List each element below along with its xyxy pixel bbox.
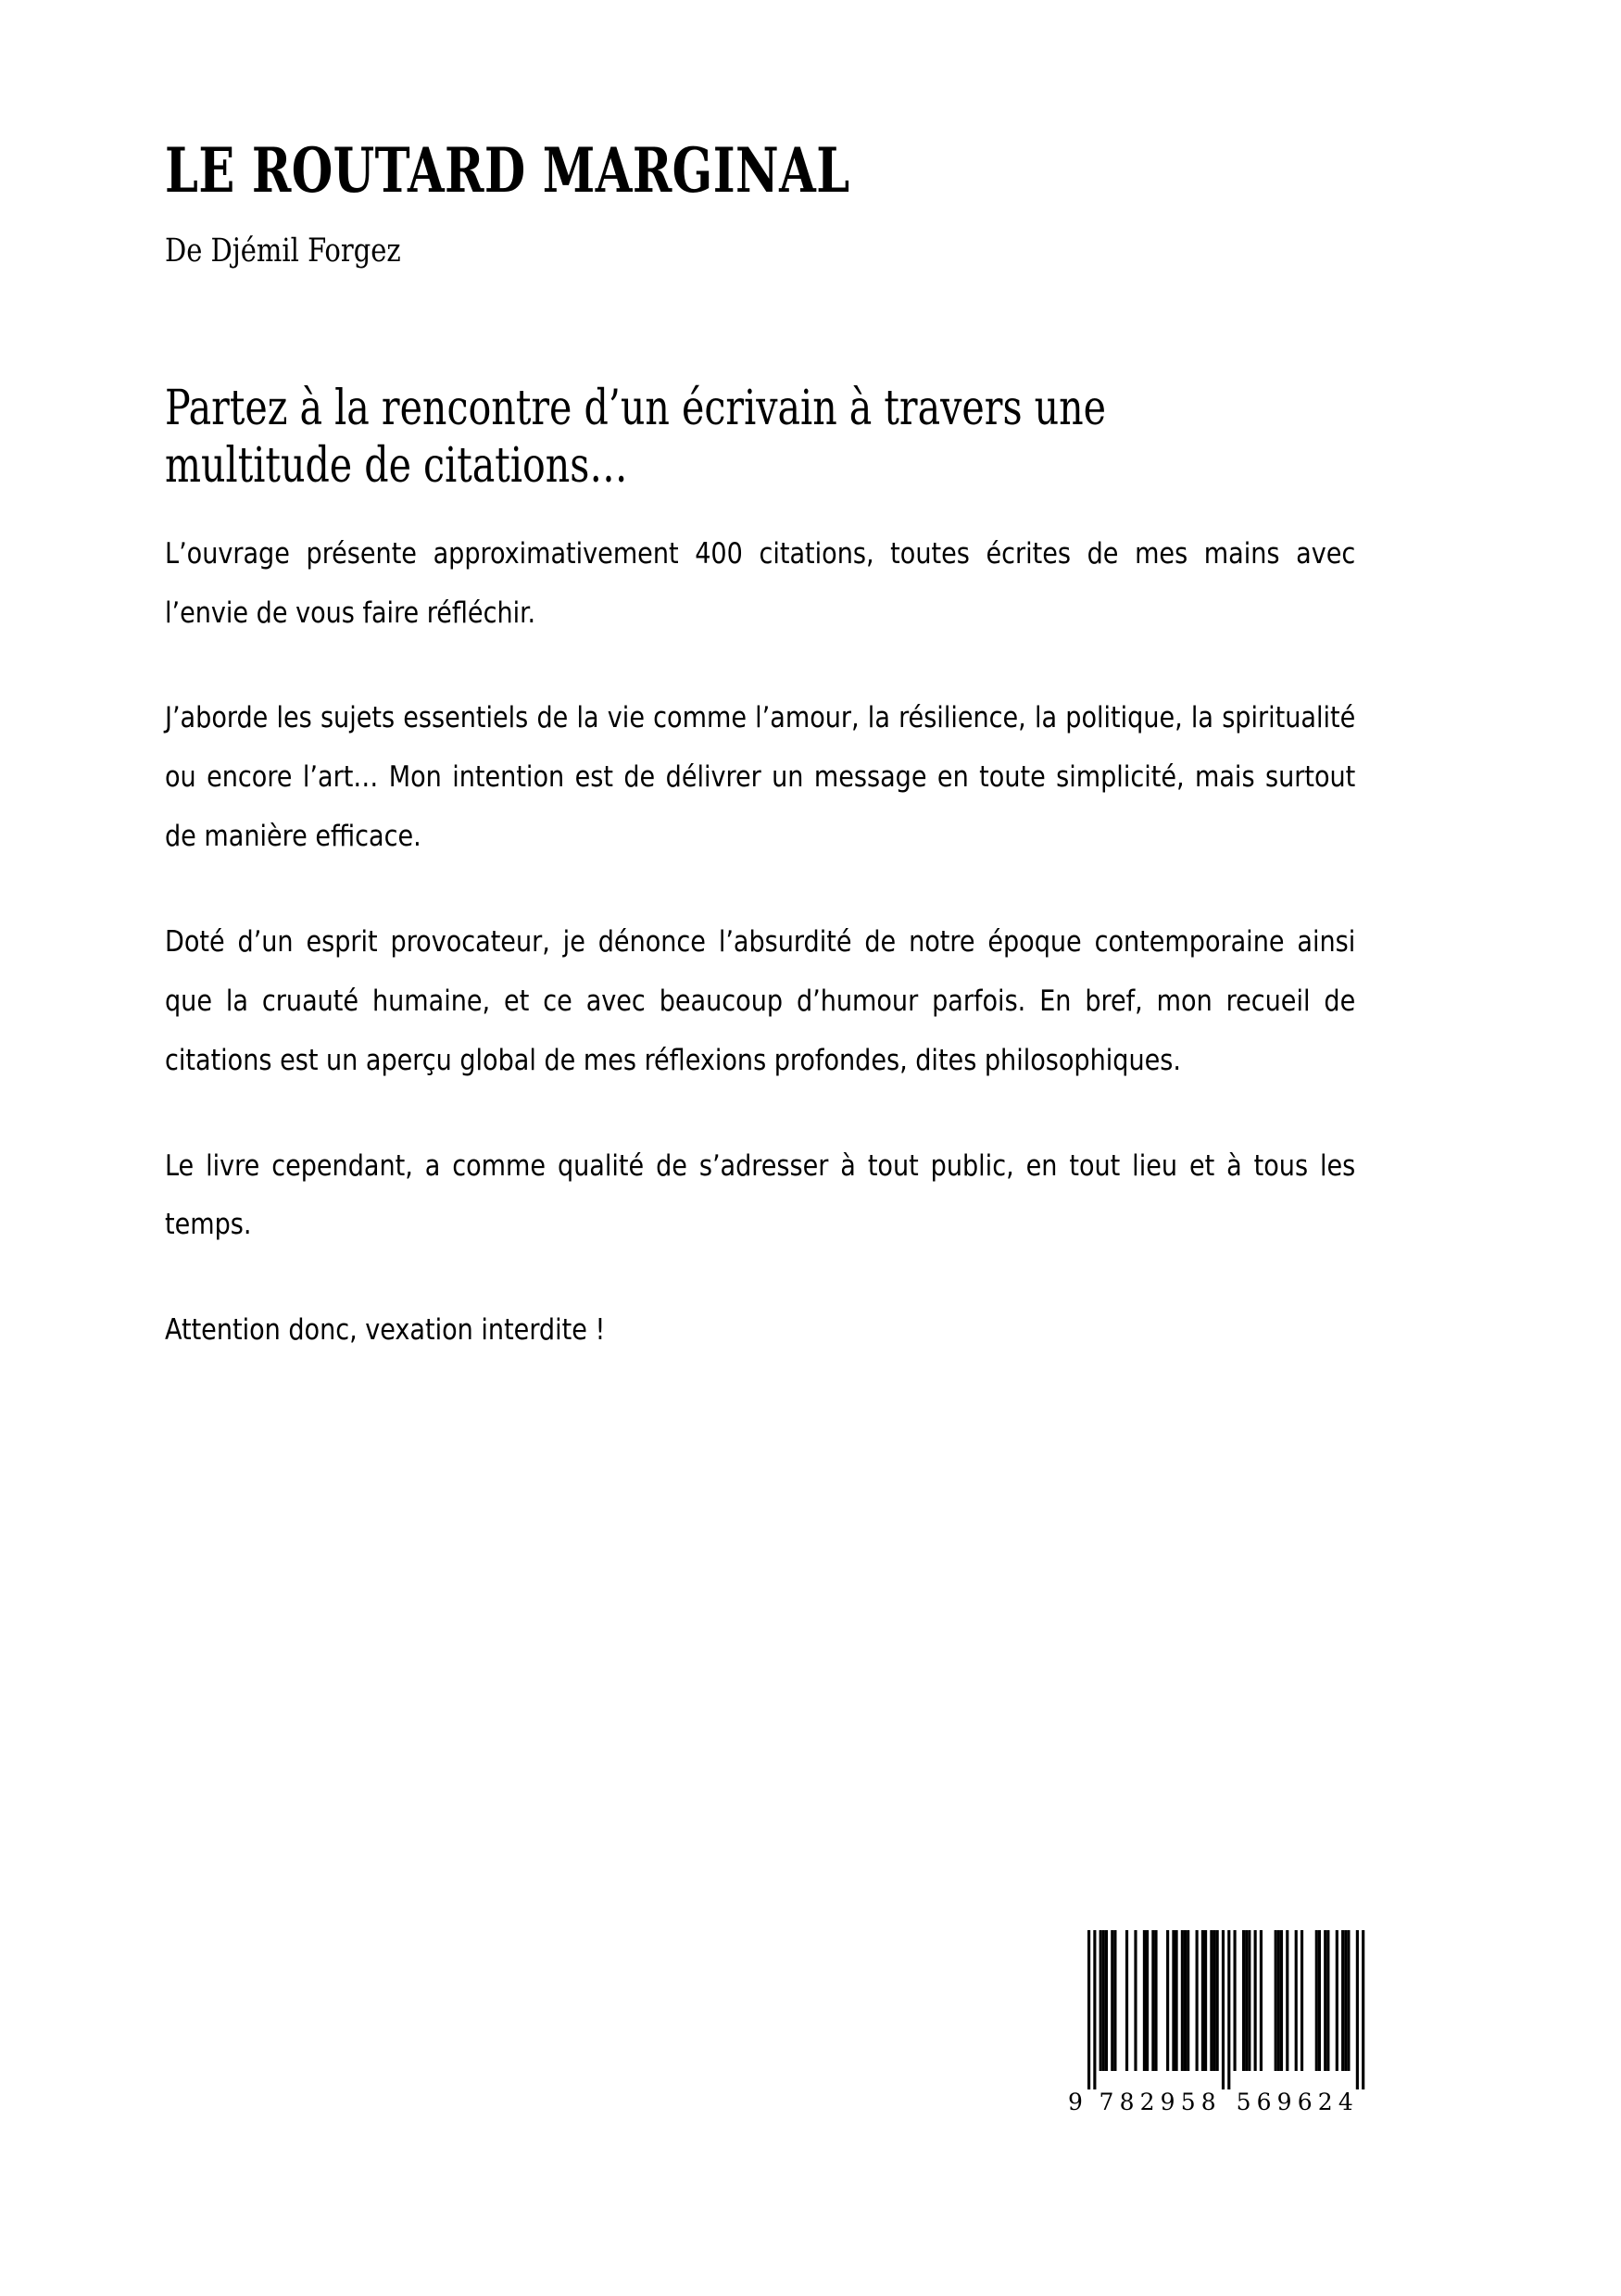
tagline-heading: Partez à la rencontre d’un écrivain à travers une multitude de citations… bbox=[165, 380, 1107, 495]
svg-text:8: 8 bbox=[1200, 2089, 1216, 2115]
page-title: LE ROUTARD MARGINAL bbox=[165, 134, 850, 207]
svg-text:9: 9 bbox=[1276, 2089, 1292, 2115]
barcode-graphic bbox=[1063, 1921, 1414, 2120]
svg-text:8: 8 bbox=[1119, 2089, 1135, 2115]
svg-text:6: 6 bbox=[1297, 2089, 1313, 2115]
blurb-paragraph: J’aborde les sujets essentiels de la vie comme l’amour, la résilience, la politique, la spiritualité ou encore l’art… Mon intention est de délivrer un message en toute simplicité, mais surtout de manière efficace. bbox=[165, 701, 1356, 854]
blurb-paragraph: L’ouvrage présente approximativement 400 citations, toutes écrites de mes mains avec l’envie de vous faire réfléchir. bbox=[165, 536, 1356, 630]
svg-text:2: 2 bbox=[1317, 2089, 1333, 2115]
blurb-paragraph: Doté d’un esprit provocateur, je dénonce l’absurdité de notre époque contemporaine ainsi que la cruauté humaine, et ce avec beaucoup d’humour parfois. En bref, mon recueil de citations est un aperçu global de mes réflexions profondes, dites philosophiques. bbox=[165, 925, 1356, 1077]
svg-text:6: 6 bbox=[1256, 2089, 1272, 2115]
blurb-body bbox=[165, 525, 1392, 1361]
cover-text-content bbox=[165, 134, 1392, 1361]
svg-text:4: 4 bbox=[1338, 2089, 1353, 2115]
svg-text:7: 7 bbox=[1099, 2089, 1114, 2115]
svg-text:5: 5 bbox=[1236, 2089, 1251, 2115]
blurb-paragraph: Le livre cependant, a comme qualité de s’adresser à tout public, en tout lieu et à tous les temps. bbox=[165, 1148, 1356, 1242]
svg-text:5: 5 bbox=[1180, 2089, 1196, 2115]
svg-text:9: 9 bbox=[1160, 2089, 1175, 2115]
svg-text:9: 9 bbox=[1068, 2089, 1083, 2115]
author-byline: De Djémil Forgez bbox=[165, 232, 401, 270]
blurb-closing-line: Attention donc, vexation interdite ! bbox=[165, 1313, 606, 1348]
svg-text:2: 2 bbox=[1139, 2089, 1155, 2115]
isbn-barcode bbox=[1063, 1921, 1414, 2120]
